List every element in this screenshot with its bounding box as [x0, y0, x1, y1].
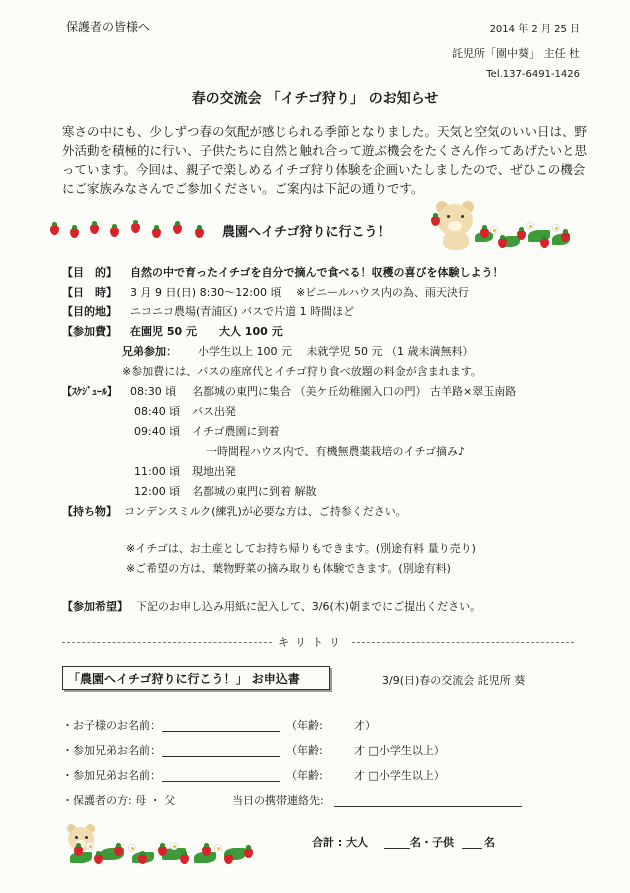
- apply-text: 下記のお申し込み用紙に記入して、3/6(木)朝までにご提出ください。: [136, 600, 482, 613]
- sibling1-name-label: ・参加兄弟お名前：: [62, 744, 161, 757]
- schedule-label: 【ｽｹｼﾞｭｰﾙ】: [62, 387, 117, 398]
- child-name-field[interactable]: [162, 731, 280, 732]
- schedule-time: 12:00 頃: [134, 485, 181, 498]
- sibling2-name-field[interactable]: [162, 781, 280, 782]
- schedule-time: 09:40 頃: [134, 425, 181, 438]
- schedule-text: 名都城の東門に集合 （美ケ丘幼稚園入口の門） 古羊路×翠玉南路: [192, 385, 517, 398]
- total-adults-label: 合計 : 大人: [312, 836, 369, 849]
- sibling-text: 小学生以上 100 元 未就学児 50 元 （1 歳未満無料）: [198, 345, 474, 358]
- form-title: 「農園へイチゴ狩りに行こう！」 お申込書: [68, 672, 300, 686]
- banner-title: 農園へイチゴ狩りに行こう！: [222, 225, 391, 240]
- salutation: 保護者の皆様へ: [66, 20, 151, 34]
- strawberry-icon: [110, 227, 119, 237]
- bear-illustration: [432, 198, 482, 252]
- apply-label: 【参加希望】: [62, 600, 128, 613]
- sibling-label: 兄弟参加：: [122, 345, 177, 358]
- cut-line-right: [352, 642, 574, 643]
- age-label: （年齢:: [286, 744, 323, 757]
- schedule-text: 名都城の東門に到着 解散: [192, 485, 317, 498]
- intro-paragraph: 寒さの中にも、少しずつ春の気配が感じられる季節となりました。天気と空気のいい日は、野外活動を積極的に行い、子供たちに自然と触れ合って遊ぶ機会をたくさん作ってあげたいと思っています。今回は、親子で楽しめるイチゴ狩り体験を企画いたしましたので、ぜひこの機会にご家族みなさんでご参加ください。ご案内は下記の通りです。: [62, 124, 588, 196]
- strawberry-icon: [131, 223, 140, 233]
- age-suffix-elementary-checkbox[interactable]: 才 □小学生以上）: [354, 769, 445, 782]
- fee-text: 在園児 50 元 大人 100 元: [130, 325, 283, 338]
- schedule-text: 一時間程ハウス内で、有機無農薬栽培のイチゴ摘み♪: [206, 445, 466, 458]
- fee-label: 【参加費】: [62, 325, 117, 338]
- age-label: （年齢:: [286, 769, 323, 782]
- destination-label: 【目的地】: [62, 305, 117, 318]
- telephone: Tel.137-6491-1426: [486, 69, 580, 80]
- items-text: コンデンスミルク(練乳)が必要な方は、ご持参ください。: [124, 505, 407, 518]
- age-label: （年齢:: [286, 719, 323, 732]
- date-label: 【日 時】: [62, 286, 117, 299]
- parent-label: ・保護者の方: 母 ・ 父: [62, 794, 176, 807]
- schedule-time: 08:30 頃: [130, 385, 177, 398]
- strawberry-icon: [50, 225, 59, 235]
- strawberry-icon: [90, 224, 99, 234]
- date: 2014 年 2 月 25 日: [489, 24, 580, 35]
- sibling2-name-label: ・参加兄弟お名前：: [62, 769, 161, 782]
- organization: 託児所「園中葵」 主任 杜: [452, 47, 580, 60]
- strawberry-icon: [152, 228, 161, 238]
- child-name-label: ・お子様のお名前：: [62, 719, 161, 732]
- strawberry-icon: [173, 224, 182, 234]
- note-souvenir: ※イチゴは、お土産としてお持ち帰りもできます。(別途有料 量り売り): [126, 542, 476, 555]
- schedule-text: 現地出発: [192, 465, 236, 478]
- purpose-label: 【目 的】: [62, 266, 117, 279]
- total-children-label: 名・子供: [410, 836, 454, 849]
- date-text: 3 月 9 日(日) 8:30～12:00 頃 ※ビニールハウス内の為、雨天決行: [130, 286, 469, 299]
- schedule-time: 11:00 頃: [134, 465, 181, 478]
- sibling1-name-field[interactable]: [162, 756, 280, 757]
- destination-text: ニコニコ農場(青浦区) バスで片道 1 時間ほど: [130, 305, 355, 318]
- phone-field[interactable]: [334, 806, 522, 807]
- note-vegetables: ※ご希望の方は、葉物野菜の摘み取りも体験できます。(別途有料): [126, 562, 451, 575]
- schedule-text: バス出発: [192, 405, 236, 418]
- strawberry-icon: [195, 228, 204, 238]
- form-event: 3/9(日)春の交流会 託児所 葵: [382, 674, 526, 687]
- phone-label: 当日の携帯連絡先:: [232, 794, 324, 807]
- purpose-text: 自然の中で育ったイチゴを自分で摘んで食べる！収穫の喜びを体験しよう！: [130, 266, 504, 279]
- schedule-text: イチゴ農園に到着: [192, 425, 280, 438]
- schedule-time: 08:40 頃: [134, 405, 181, 418]
- total-end-label: 名: [484, 836, 495, 849]
- cut-line-left: [62, 642, 272, 643]
- cut-label: キリトリ: [278, 636, 346, 649]
- items-label: 【持ち物】: [62, 505, 117, 518]
- age-suffix: 才）: [354, 719, 376, 732]
- children-count-field[interactable]: [462, 848, 482, 849]
- adults-count-field[interactable]: [384, 848, 410, 849]
- strawberry-icon: [70, 228, 79, 238]
- page-title: 春の交流会 「イチゴ狩り」 のお知らせ: [191, 91, 439, 107]
- age-suffix-elementary-checkbox[interactable]: 才 □小学生以上）: [354, 744, 445, 757]
- fee-note: ※参加費には、バスの座席代とイチゴ狩り食べ放題の料金が含まれます。: [122, 365, 482, 378]
